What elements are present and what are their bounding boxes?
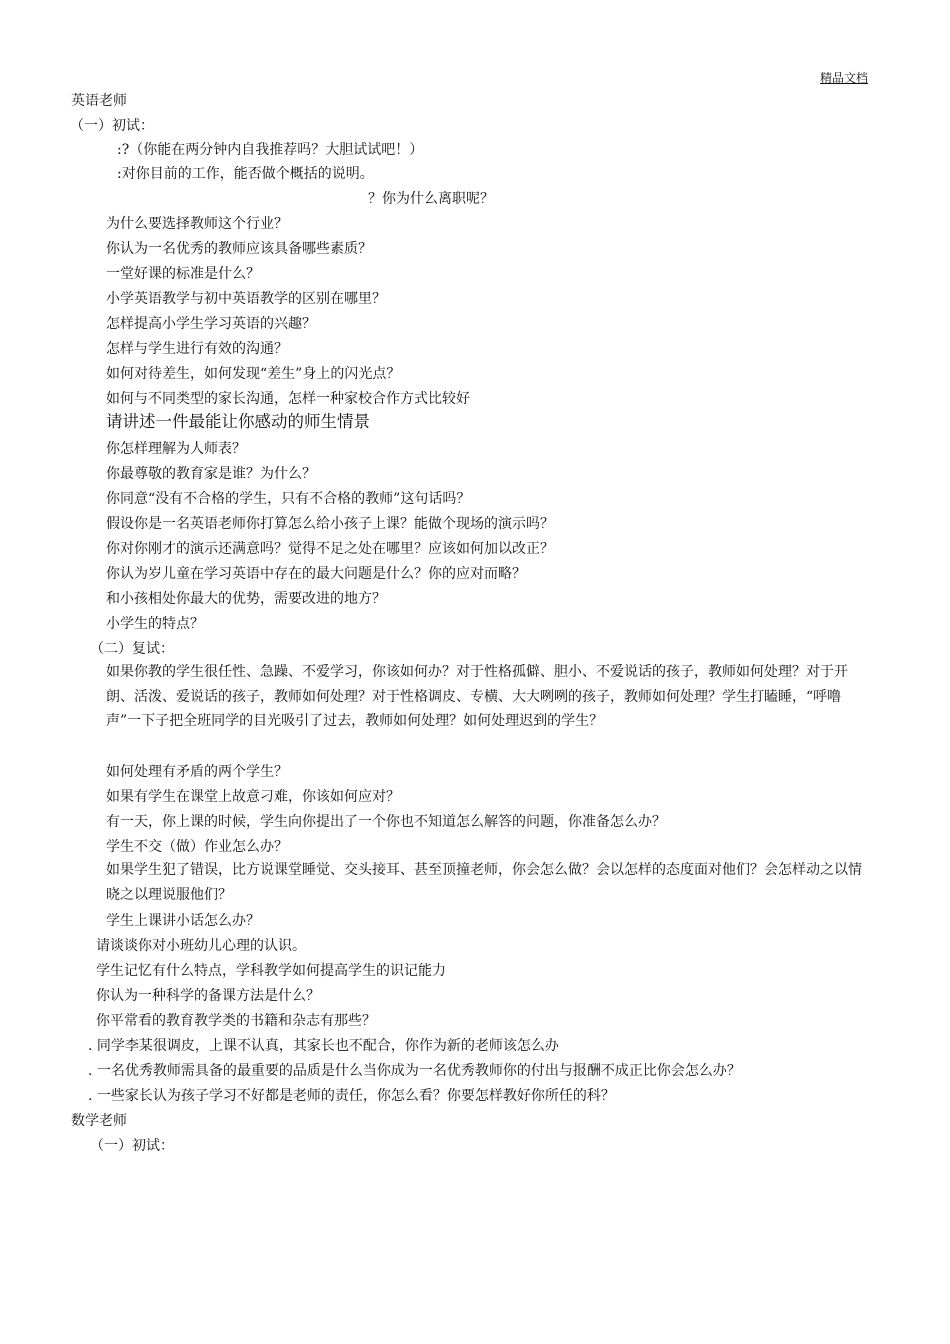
question-why-leave: ？你为什么离职呢？: [368, 191, 494, 207]
question-item: 你对你刚才的演示还满意吗？觉得不足之处在哪里？应该如何加以改正？: [106, 541, 554, 557]
question-item: 你同意“没有不合格的学生，只有不合格的教师”这句话吗？: [106, 491, 471, 507]
question-item: 你最尊敬的教育家是谁？为什么？: [106, 466, 316, 482]
question-homework: 学生不交（做）作业怎么办？: [106, 839, 288, 855]
question-unknown-answer: 有一天，你上课的时候，学生向你提出了一个你也不知道怎么解答的问题，你准备怎么办？: [106, 814, 666, 830]
question-item: 怎样与学生进行有效的沟通？: [106, 341, 288, 357]
round1-label: （一）初试：: [70, 118, 154, 134]
round2-label: （二）复试：: [90, 641, 174, 657]
section-title-math: 数学老师: [71, 1113, 127, 1129]
question-difficult-student: 如果有学生在课堂上故意刁难，你该如何应对？: [106, 789, 400, 805]
question-lesson-prep: 你认为一种科学的备课方法是什么？: [96, 988, 320, 1004]
question-item: 如何与不同类型的家长沟通，怎样一种家校合作方式比较好: [106, 391, 470, 407]
question-item: 请讲述一件最能让你感动的师生情景: [106, 412, 370, 431]
question-talking: 学生上课讲小话怎么办？: [106, 913, 260, 929]
question-item: 为什么要选择教师这个行业？: [106, 216, 288, 232]
question-item: 和小孩相处你最大的优势，需要改进的地方？: [106, 591, 386, 607]
question-parents-blame: . 一些家长认为孩子学习不好都是老师的责任，你怎么看？你要怎样教好你所任的科？: [88, 1088, 615, 1104]
question-conflict: 如何处理有矛盾的两个学生？: [106, 764, 288, 780]
question-item: 你认为岁儿童在学习英语中存在的最大问题是什么？你的应对而略？: [106, 566, 526, 582]
question-teacher-quality: . 一名优秀教师需具备的最重要的品质是什么当你成为一名优秀教师你的付出与报酬不成正比你会怎么办？: [88, 1063, 741, 1079]
question-personality: 如果你教的学生很任性、急躁、不爱学习，你该如何办？对于性格孤僻、胆小、不爱说话的孩子，教师如何处理？对于开朗、活泼、爱说话的孩子，教师如何处理？对于性格调皮、专横、大大咧咧的孩子，教师如何处理？学生打瞌睡，“呼噜声”一下子把全班同学的目光吸引了过去，教师如何处理？如何处理迟到的学生？: [106, 664, 848, 729]
question-item: 假设你是一名英语老师你打算怎么给小孩子上课？能做个现场的演示吗？: [106, 516, 554, 532]
header-watermark: 精品文档: [820, 71, 869, 85]
question-self-intro: :?（你能在两分钟内自我推荐吗？大胆试试吧！）: [117, 142, 424, 158]
question-item: 怎样提高小学生学习英语的兴趣？: [106, 316, 316, 332]
question-psychology: 请谈谈你对小班幼儿心理的认识。: [96, 938, 306, 954]
question-mistake: 如果学生犯了错误，比方说课堂睡觉、交头接耳、甚至顶撞老师，你会怎么做？会以怎样的态度面对他们？会怎样动之以情晓之以理说服他们？: [106, 862, 862, 903]
question-student-li: . 同学李某很调皮，上课不认真，其家长也不配合，你作为新的老师该怎么办: [88, 1038, 559, 1054]
question-current-work: :对你目前的工作，能否做个概括的说明。: [117, 166, 374, 182]
question-item: 一堂好课的标准是什么？: [106, 266, 260, 282]
question-item: 小学生的特点？: [106, 616, 204, 632]
math-round1-label: （一）初试：: [90, 1138, 174, 1154]
question-item: 如何对待差生，如何发现“差生”身上的闪光点？: [106, 366, 401, 382]
question-item: 你认为一名优秀的教师应该具备哪些素质？: [106, 241, 372, 257]
question-item: 你怎样理解为人师表？: [106, 441, 246, 457]
question-memory: 学生记忆有什么特点，学科教学如何提高学生的识记能力: [96, 963, 446, 979]
section-title-english: 英语老师: [71, 93, 127, 109]
question-item: 小学英语教学与初中英语教学的区别在哪里？: [106, 291, 386, 307]
question-books: 你平常看的教育教学类的书籍和杂志有那些？: [96, 1013, 376, 1029]
